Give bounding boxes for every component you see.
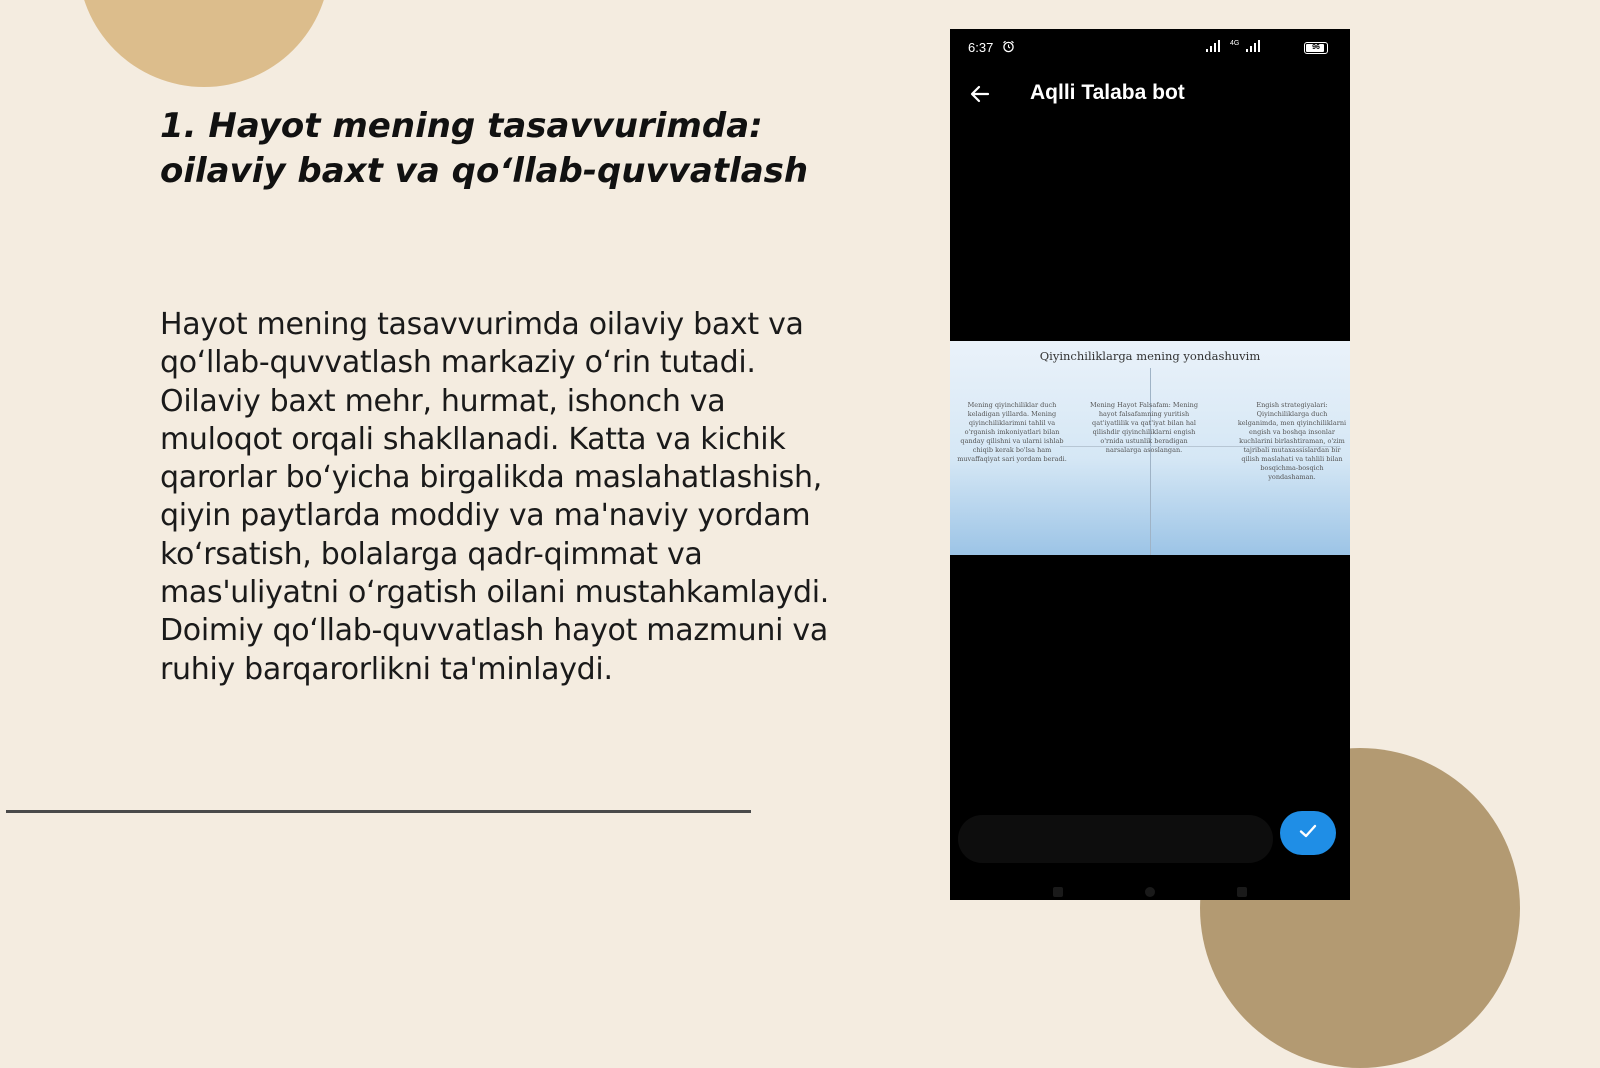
app-bar bbox=[950, 67, 1350, 123]
navigation-bar bbox=[950, 883, 1350, 900]
status-bar bbox=[950, 29, 1350, 67]
slide-body-text: Hayot mening tasavvurimda oilaviy baxt va qo‘llab-quvvatlash markaziy o‘rin tutadi. Oilaviy baxt mehr, hurmat, ishonch va muloqot orqali shakllanadi. Katta va kichik qarorlar bo‘yicha birgalikda maslahatlashish, qiyin paytlarda moddiy va ma'naviy yordam ko‘rsatish, bolalarga qadr-qimmat va mas'uliyatni o‘rgatish oilani mustahkamlaydi. Doimiy qo‘llab-quvvatlash hayot mazmuni va ruhiy barqarorlikni ta'minlaydi. bbox=[160, 307, 830, 687]
confirm-button[interactable] bbox=[1280, 811, 1336, 855]
slide-title: 1. Hayot mening tasavvurimda: oilaviy baxt va qo‘llab-quvvatlash bbox=[160, 106, 809, 191]
status-time: 6:37 bbox=[968, 40, 994, 55]
preview-column-1: Mening qiyinchiliklar duch keladigan yillarda. Mening qiyinchiliklarimni tahlil va o'rganish imkoniyatlari bilan qanday qilishni va ularni ishlab chiqib kerak bo'lsa ham muvaffaqiyat sari yordam beradi. bbox=[957, 401, 1067, 463]
alarm-clock-icon bbox=[1002, 40, 1015, 56]
signal-bars-icon bbox=[1206, 38, 1288, 57]
arrow-left-icon[interactable] bbox=[968, 82, 992, 110]
image-preview bbox=[950, 341, 1350, 555]
battery-level: 96 bbox=[1312, 44, 1320, 51]
decorative-circle-top bbox=[78, 0, 330, 87]
nav-recents-button[interactable] bbox=[1053, 887, 1063, 897]
checkmark-icon bbox=[1297, 820, 1319, 846]
divider-line bbox=[6, 810, 751, 813]
nav-back-button[interactable] bbox=[1237, 887, 1247, 897]
network-type-label: 4G bbox=[1230, 40, 1240, 47]
preview-column-2: Mening Hayot Falsafam: Mening hayot falsafamning yuritish qat'iyatlilik va qat'iyat bilan hal qilishdir qiyinchiliklarni engish o'rnida ustunlik beradigan narsalarga asoslangan. bbox=[1089, 401, 1199, 454]
battery-icon bbox=[1304, 42, 1328, 54]
phone-screen bbox=[950, 29, 1350, 900]
preview-column-3: Engish strategiyalari: Qiyinchiliklarga duch kelganimda, men qiyinchiliklarni engish va boshqa insonlar kuchlarini birlashtiraman, o'zim tajribali mutaxassislardan bir qilish maslahati va tahlili bilan bosqichma-bosqich yondashaman. bbox=[1237, 401, 1347, 481]
app-title: Aqlli Talaba bot bbox=[1030, 81, 1185, 104]
nav-home-button[interactable] bbox=[1145, 887, 1155, 897]
preview-title: Qiyinchiliklarga mening yondashuvim bbox=[1039, 349, 1261, 363]
caption-input[interactable] bbox=[958, 815, 1273, 863]
